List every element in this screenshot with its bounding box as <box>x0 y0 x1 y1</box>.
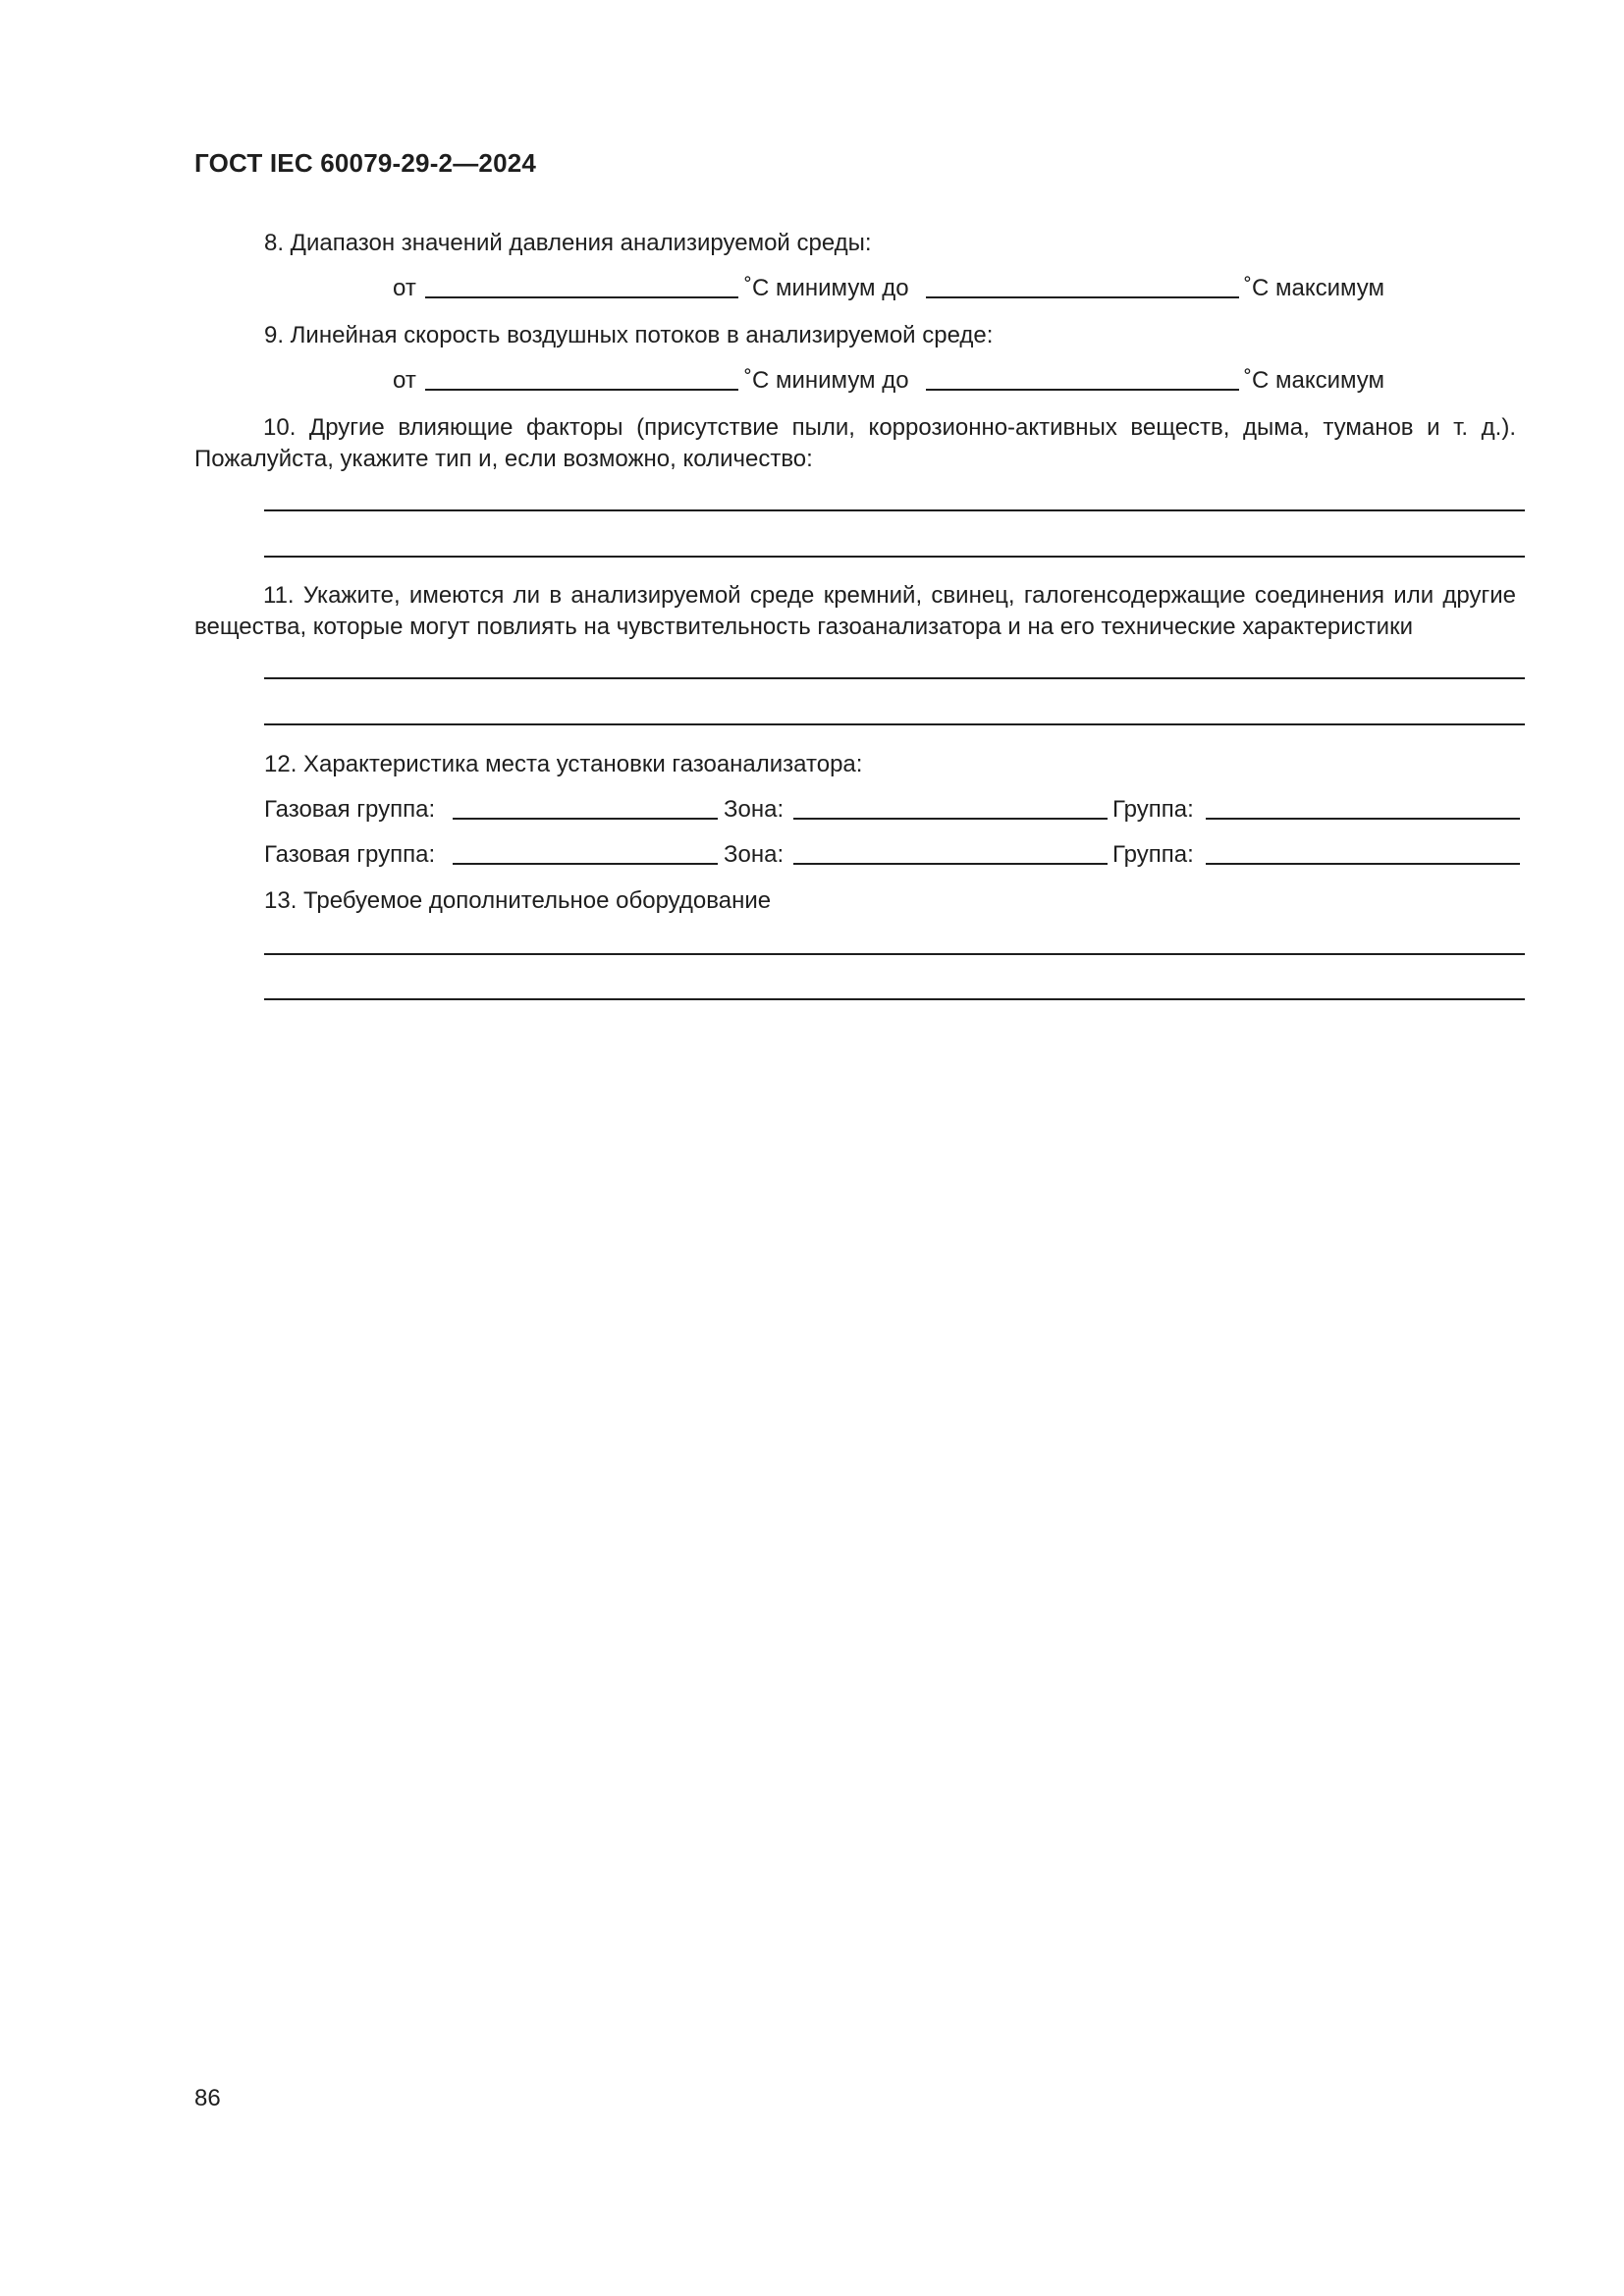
item11-text: 11. Укажите, имеются ли в анализируемой среде кремний, свинец, галогенсодержащие соединения или другие вещества, которые могут повлиять на чувствительность газоанализатора и на его технические характеристики <box>194 582 1516 640</box>
item10-text: 10. Другие влияющие факторы (присутствие пыли, коррозионно-активных веществ, дыма, туманов и т. д.). Пожалуйста, укажите тип и, если возможно, количество: <box>194 414 1516 472</box>
item13-answer-line-1[interactable] <box>264 953 1525 955</box>
item9-min-label: ˚С минимум до <box>744 367 909 394</box>
item12-group-label: Группа: <box>1112 841 1194 868</box>
document-header: ГОСТ IEC 60079-29-2—2024 <box>194 148 537 178</box>
item12-zone-label: Зона: <box>724 841 785 868</box>
item8-max-field[interactable] <box>926 296 1239 298</box>
item9-min-field[interactable] <box>425 389 738 391</box>
item8-from-label: от <box>393 275 416 301</box>
item13-answer-line-2[interactable] <box>264 998 1525 1000</box>
item9-max-field[interactable] <box>926 389 1239 391</box>
item12-gas-group-label: Газовая группа: <box>264 841 436 868</box>
item13-label: 13. Требуемое дополнительное оборудование <box>264 887 772 914</box>
page-number: 86 <box>194 2085 221 2111</box>
item12-label: 12. Характеристика места установки газоанализатора: <box>264 751 863 777</box>
item12-group-field[interactable] <box>1206 863 1520 865</box>
item12-gas-group-label: Газовая группа: <box>264 796 436 823</box>
item10-answer-line-2[interactable] <box>264 556 1525 558</box>
item12-group-label: Группа: <box>1112 796 1194 823</box>
item8-max-label: ˚С максимум <box>1244 275 1385 301</box>
item9-max-label: ˚С максимум <box>1244 367 1385 394</box>
item12-gas-group-field[interactable] <box>453 863 718 865</box>
item9-from-label: от <box>393 367 416 394</box>
item10-answer-line-1[interactable] <box>264 509 1525 511</box>
item11-answer-line-2[interactable] <box>264 723 1525 725</box>
item12-group-field[interactable] <box>1206 818 1520 820</box>
item12-zone-field[interactable] <box>793 863 1108 865</box>
item11-answer-line-1[interactable] <box>264 677 1525 679</box>
item8-min-label: ˚С минимум до <box>744 275 909 301</box>
item12-gas-group-field[interactable] <box>453 818 718 820</box>
item8-label: 8. Диапазон значений давления анализируемой среды: <box>264 230 872 256</box>
item8-min-field[interactable] <box>425 296 738 298</box>
item12-zone-field[interactable] <box>793 818 1108 820</box>
item12-zone-label: Зона: <box>724 796 785 823</box>
item9-label: 9. Линейная скорость воздушных потоков в анализируемой среде: <box>264 322 994 348</box>
